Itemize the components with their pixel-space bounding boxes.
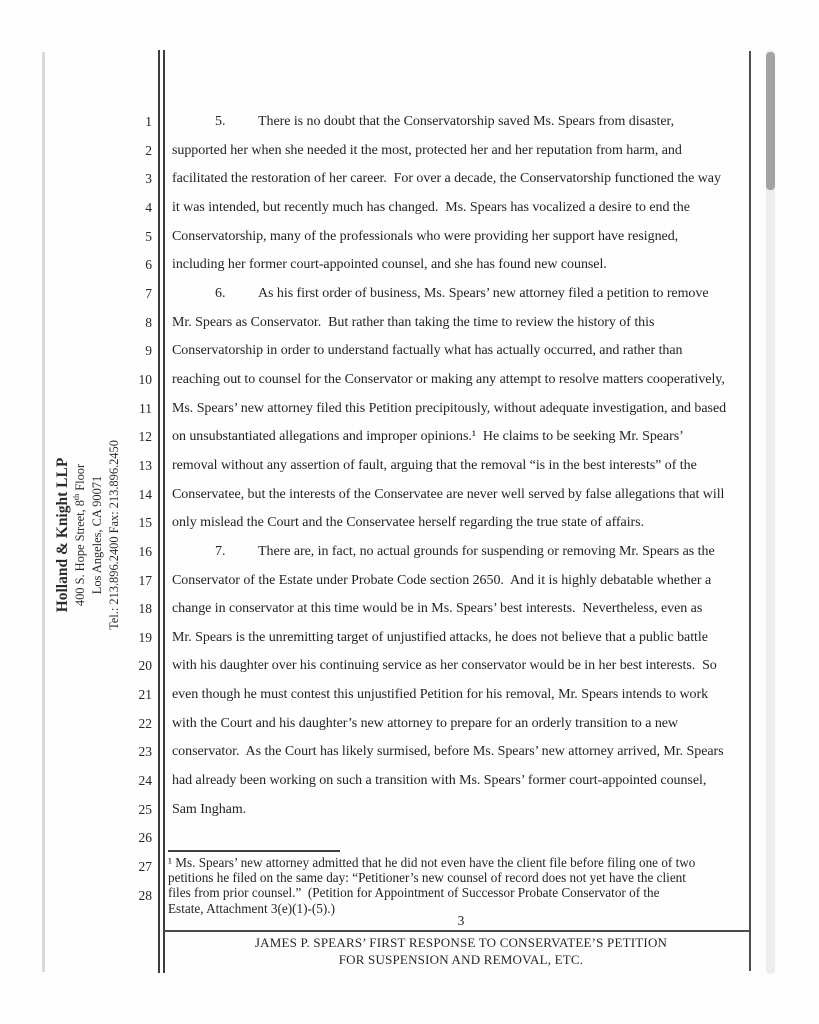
body-line [172,280,752,309]
footnote-separator [168,850,340,852]
line-number: 26 [138,830,152,846]
body-line [172,137,752,166]
body-line [172,366,752,395]
body-line [172,767,752,796]
body-line-text: There are, in fact, no actual grounds for suspending or removing Mr. Spears as the [258,543,715,559]
footer-title [172,935,750,968]
footnote-line: ¹ Ms. Spears’ new attorney admitted that he did not even have the client file before filing one of two [168,855,696,870]
firm-street-pre: 400 S. Hope Street, 8 [73,500,87,607]
footer-title-line: FOR SUSPENSION AND REMOVAL, ETC. [338,951,584,967]
firm-city-state-zip: Los Angeles, CA 90071 [90,475,104,595]
line-number: 8 [145,314,152,330]
body-line [172,509,752,538]
body-line [172,337,752,366]
body-line-text: it was intended, but recently much has changed. Ms. Spears has vocalized a desire to end the [172,199,690,215]
body-line-text: including her former court-appointed counsel, and she has found new counsel. [172,257,607,273]
body-line-text: facilitated the restoration of her career. For over a decade, the Conservatorship functioned the way [172,171,721,187]
body-line-text: Mr. Spears as Conservator. But rather than taking the time to review the history of this [172,314,655,330]
body-line-text: reaching out to counsel for the Conservator or making any attempt to resolve matters cooperatively, [172,371,725,387]
line-number: 27 [138,859,152,875]
line-number: 15 [138,515,152,531]
body-line-text: with the Court and his daughter’s new attorney to prepare for an orderly transition to a new [172,715,678,731]
body-line-text: on unsubstantiated allegations and improper opinions.¹ He claims to be seeking Mr. Spears’ [172,429,684,445]
line-number: 5 [145,228,152,244]
pleading-margin-rule-inner [163,50,165,973]
body-line [172,624,752,653]
line-number: 16 [138,543,152,559]
body-line [172,538,752,567]
body-line [172,738,752,767]
firm-name: Holland & Knight LLP [54,457,71,613]
pleading-margin-rule-outer [158,50,160,973]
paragraph-number: 7. [215,543,226,559]
scrollbar-thumb[interactable] [766,52,775,190]
body-line-text: Conservator of the Estate under Probate Code section 2650. And it is highly debatable whether a [172,572,712,588]
body-line-text: Conservatorship in order to understand factually what has actually occurred, and rather than [172,343,683,359]
line-number: 1 [145,114,152,129]
body-line [172,567,752,596]
line-number: 21 [138,687,152,703]
footnote-line: petitions he filed on the same day: “Petitioner’s new counsel of record does not yet have the client [168,870,686,886]
line-number: 9 [145,343,152,359]
line-number: 17 [138,572,152,588]
body-line [172,681,752,710]
firm-phone-fax: Tel.: 213.896.2400 Fax: 213.896.2450 [107,440,121,630]
line-number: 6 [145,257,152,273]
body-line-text: supported her when she needed it the most, protected her and her reputation from harm, and [172,142,682,158]
body-line-text: only mislead the Court and the Conservatee herself regarding the true state of affairs. [172,515,645,531]
page-number: 3 [457,913,465,928]
line-number: 24 [138,773,152,789]
body-line [172,223,752,252]
line-number: 2 [145,142,152,158]
body-line-text: Sam Ingham. [172,801,247,817]
body-line [172,796,752,825]
body-line-text: Ms. Spears’ new attorney filed this Petition precipitously, without adequate investigation, and based [172,400,727,416]
line-number: 14 [138,486,152,502]
body-line-text: conservator. As the Court has likely surmised, before Ms. Spears’ new attorney arrived, Mr. Spears [172,744,724,760]
body-line-text: removal without any assertion of fault, arguing that the removal “is in the best interests” of the [172,457,697,473]
body-line-text: with his daughter over his continuing service as her conservator would be in her best interests. So [172,658,717,674]
paragraph-number: 5. [215,114,226,129]
body-line-text: Mr. Spears is the unremitting target of unjustified attacks, he does not believe that a public battle [172,629,708,645]
footnote-line: Estate, Attachment 3(e)(1)-(5).) [168,900,335,916]
body-line [172,165,752,194]
page-left-edge [42,52,45,972]
body-line [172,309,752,338]
line-number: 28 [138,887,152,903]
body-line-text: even though he must contest this unjustified Petition for his removal, Mr. Spears intends to work [172,687,709,703]
body-line [172,395,752,424]
firm-street-ordinal: th [71,493,81,501]
pleading-page [42,50,752,973]
body-line [172,652,752,681]
line-number: 13 [138,457,152,473]
paragraph-number: 6. [215,285,226,301]
line-number: 25 [138,801,152,817]
body-line-text: Conservatorship, many of the professionals who were providing her support have resigned, [172,228,679,244]
body-text [172,108,752,824]
line-number: 12 [138,429,152,445]
line-number: 18 [138,601,152,617]
body-line [172,108,752,137]
line-number: 7 [145,285,152,301]
body-line [172,423,752,452]
body-line-text: change in conservator at this time would be in Ms. Spears’ best interests. Nevertheless, even as [172,601,703,617]
line-number: 10 [138,371,152,387]
body-line-text: As his first order of business, Ms. Spears’ new attorney filed a petition to remove [258,285,709,301]
line-number: 20 [138,658,152,674]
body-line [172,710,752,739]
body-line-text: Conservatee, but the interests of the Conservatee are never well served by false allegations that will [172,486,725,502]
body-line [172,595,752,624]
firm-street-post: Floor [73,463,87,494]
footnote-line: files from prior counsel.” (Petition for Appointment of Successor Probate Conservator of the [168,885,660,901]
footer-rule [163,930,751,932]
line-number: 11 [139,400,152,416]
line-number: 22 [138,715,152,731]
body-line [172,481,752,510]
body-line [172,251,752,280]
body-line [172,452,752,481]
line-number: 3 [145,171,152,187]
firm-street-address [72,410,89,660]
line-number-column [104,108,152,910]
footer-title-line: JAMES P. SPEARS’ FIRST RESPONSE TO CONSERVATEE’S PETITION [254,935,668,950]
line-number: 23 [138,744,152,760]
line-number: 4 [145,199,152,215]
footnote [168,855,754,916]
body-line-text: There is no doubt that the Conservatorship saved Ms. Spears from disaster, [258,114,675,129]
body-line [172,194,752,223]
body-line-text: had already been working on such a transition with Ms. Spears’ former court-appointed counsel, [172,773,707,789]
line-number: 19 [138,629,152,645]
